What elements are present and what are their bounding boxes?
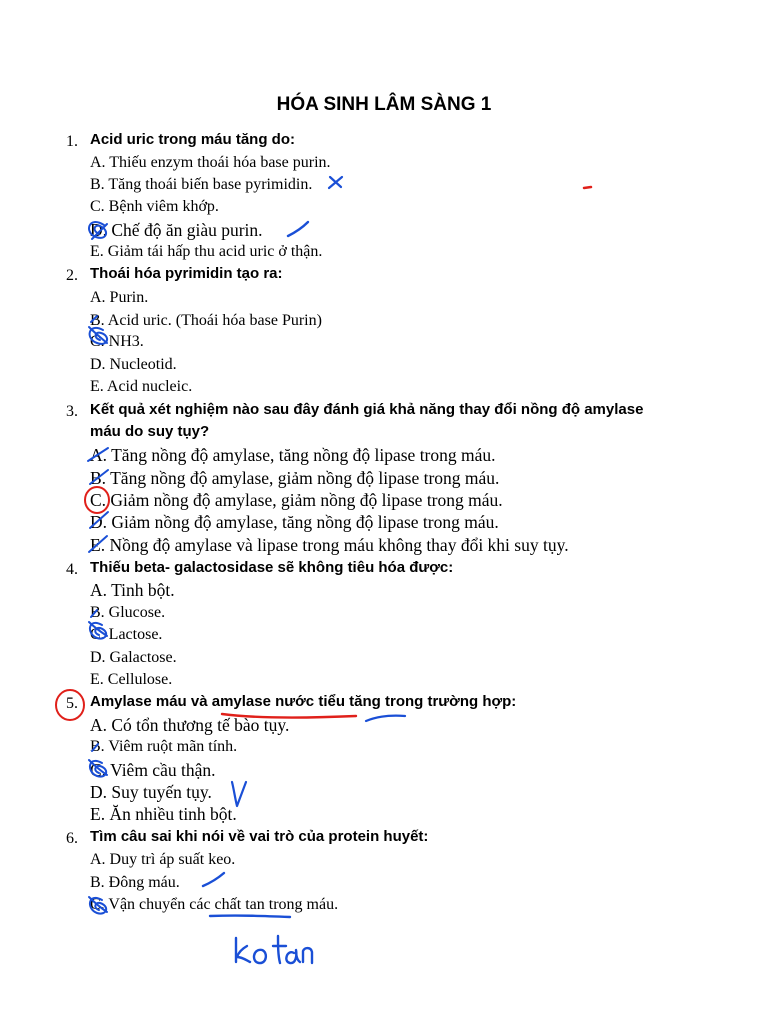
question-2-option-a: A. Purin. — [90, 289, 149, 306]
question-1-option-d: D. Chế độ ăn giàu purin. — [90, 220, 263, 240]
question-5-option-e: E. Ăn nhiều tinh bột. — [90, 804, 237, 824]
question-3-option-d: D. Giảm nồng độ amylase, tăng nồng độ lipase trong máu. — [90, 512, 499, 532]
question-5-option-b: B. Viêm ruột mãn tính. — [90, 738, 238, 755]
question-3-option-e: E. Nồng độ amylase và lipase trong máu không thay đổi khi suy tụy. — [90, 535, 569, 555]
q1-check-mark-icon — [288, 222, 308, 236]
question-6-text: Tìm câu sai khi nói về vai trò của protein huyết: — [90, 828, 429, 845]
question-1-option-b: B. Tăng thoái biến base pyrimidin. — [90, 176, 313, 193]
question-6-option-a: A. Duy trì áp suất keo. — [90, 851, 236, 868]
question-4-option-c: C. Lactose. — [90, 626, 163, 643]
question-5-option-c: C. Viêm cầu thận. — [90, 760, 216, 780]
handwritten-note-ko-tan — [236, 936, 312, 963]
question-3-option-c: C. Giảm nồng độ amylase, giảm nồng độ lipase trong máu. — [90, 490, 503, 510]
question-1-number: 1. — [66, 133, 78, 150]
question-1-option-e: E. Giảm tái hấp thu acid uric ở thận. — [90, 243, 323, 260]
question-2-option-e: E. Acid nucleic. — [90, 378, 193, 395]
question-5-number: 5. — [66, 695, 78, 712]
question-4-text: Thiếu beta- galactosidase sẽ không tiêu hóa được: — [90, 559, 454, 576]
question-5-option-a: A. Có tổn thương tế bào tụy. — [90, 715, 290, 735]
question-4-option-a: A. Tinh bột. — [90, 580, 175, 600]
question-6-option-b: B. Đông máu. — [90, 874, 180, 891]
stray-red-dash — [584, 187, 591, 188]
question-5-option-d: D. Suy tuyến tụy. — [90, 782, 212, 802]
question-3-text-line-2: máu do suy tụy? — [90, 423, 210, 440]
question-6-number: 6. — [66, 830, 78, 847]
question-2-option-c: C. NH3. — [90, 333, 144, 350]
question-2-text: Thoái hóa pyrimidin tạo ra: — [90, 265, 283, 282]
question-2-option-b: B. Acid uric. (Thoái hóa base Purin) — [90, 312, 322, 329]
question-2-option-d: D. Nucleotid. — [90, 356, 177, 373]
q1-cross-mark-icon — [329, 177, 342, 188]
q6-b-check-mark-icon — [203, 873, 224, 886]
q5-a-blue-dash-mark-icon — [366, 716, 405, 721]
question-3-text-line-1: Kết quả xét nghiệm nào sau đây đánh giá khả năng thay đổi nồng độ amylase — [90, 401, 644, 418]
question-5-text: Amylase máu và amylase nước tiểu tăng trong trường hợp: — [90, 693, 517, 710]
question-4-option-b: B. Glucose. — [90, 604, 166, 621]
question-3-option-b: B. Tăng nồng độ amylase, giảm nồng độ lipase trong máu. — [90, 468, 500, 488]
page-title: HÓA SINH LÂM SÀNG 1 — [276, 94, 492, 115]
question-3-number: 3. — [66, 403, 78, 420]
question-2-number: 2. — [66, 267, 78, 284]
question-4-number: 4. — [66, 561, 78, 578]
question-1-option-a: A. Thiếu enzym thoái hóa base purin. — [90, 154, 331, 171]
question-6-option-c: C. Vận chuyển các chất tan trong máu. — [90, 896, 339, 913]
question-1-text: Acid uric trong máu tăng do: — [90, 131, 295, 148]
question-3-option-a: A. Tăng nồng độ amylase, tăng nồng độ lipase trong máu. — [90, 445, 496, 465]
question-1-option-c: C. Bệnh viêm khớp. — [90, 198, 219, 215]
question-4-option-e: E. Cellulose. — [90, 671, 173, 688]
q5-d-arrow-mark-icon — [232, 782, 246, 806]
question-4-option-d: D. Galactose. — [90, 649, 177, 666]
q6-underline-mark-icon — [210, 916, 290, 917]
